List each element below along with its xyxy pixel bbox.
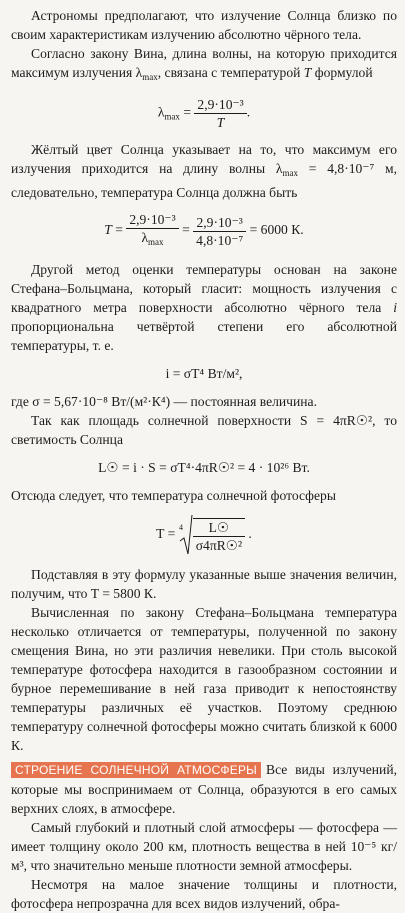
formula-radiation-flux: i = σT⁴ Вт/м², <box>165 366 243 381</box>
fourth-root <box>179 514 245 556</box>
paragraph-consequence: Отсюда следует, что температура солнечной фотосферы <box>11 488 336 503</box>
paragraph-yellow-color: Жёлтый цвет Солнца указывает на то, что максимум его излучения приходится на длину волны $\lambda_{max} = 4,8\cdot 10^{-7}$ м, следовательно, температура Солнца должна быть <box>11 142 398 200</box>
fraction: $\frac{\text{2,9·10⁻³}}{\text{4,8·10⁻⁷}}$ <box>193 214 246 249</box>
radical-sign-icon <box>179 514 193 556</box>
paragraph-result: Подставляя в эту формулу указанные выше значения величин, получим, что T = 5800 К. <box>11 567 397 601</box>
paragraph-atmosphere: СТРОЕНИЕ СОЛНЕЧНОЙ АТМОСФЕРЫ Все виды излучений, которые мы воспринимаем от Солнца, образуются в его самых верхних слоях, в атмосфере. <box>11 762 397 816</box>
fraction: $\frac{\text{2,9·10⁻³}}{T}$ <box>194 96 246 131</box>
fraction: $\frac{\text{2,9·10⁻³}}{\lambda_{max}}$ <box>126 211 178 251</box>
svg-text:4: 4 <box>178 523 183 532</box>
paragraph-sigma: где σ = 5,67·10⁻⁸ Вт/(м²·К⁴) — постоянная величина. <box>11 394 317 409</box>
formula-wien: $\lambda_{max}$ = $\frac{\text{2,9·10⁻³}}{T}$ . <box>157 97 251 130</box>
paragraph-photosphere: Самый глубокий и плотный слой атмосферы — фотосфера — имеет толщину около 200 км, плотность вещества в ней 10⁻⁵ кг/м³, что значительно меньше плотности земной атмосферы. <box>11 820 397 873</box>
formula-sun-temperature: T = $\frac{\text{2,9·10⁻³}}{\lambda_{max}}$ = $\frac{\text{2,9·10⁻³}}{\text{4,8·10⁻⁷}}$ = 6000 К. <box>11 211 397 251</box>
formula-photosphere-temperature: T = 4 $\frac{L☉}{\text{σ4πR☉²}}$ . <box>11 514 397 556</box>
paragraph-surface-area: Так как площадь солнечной поверхности S = 4πR☉², то светимость Солнца <box>11 413 397 447</box>
paragraph-opacity: Несмотря на малое значение толщины и плотности, фотосфера непрозрачна для всех видов излучений, обра- <box>11 877 397 911</box>
formula-luminosity: L☉ = i · S = σT⁴·4πR☉² = 4 · 10²⁶ Вт. <box>98 460 310 475</box>
paragraph-difference: Вычисленная по закону Стефана–Больцмана температура несколько отличается от температуры, полученной по закону смещения Вина, но эти различия невелики. При столь высокой температуре фотосфера находится в газообразном состоянии и бурное перемешивание в ней газа приводит к непостоянству температуры различных её участков. Поэтому среднюю температуру солнечной фотосферы можно считать близкой к 6000 К. <box>11 605 397 753</box>
paragraph-intro: Астрономы предполагают, что излучение Солнца близко по своим характеристикам излучению абсолютно чёрного тела. <box>11 8 397 42</box>
section-heading: СТРОЕНИЕ СОЛНЕЧНОЙ АТМОСФЕРЫ <box>11 762 261 778</box>
paragraph-wien-law: Согласно закону Вина, длина волны, на которую приходится максимум излучения $\lambda_{max}$, связана с температурой T формулой <box>11 46 397 82</box>
paragraph-stefan-boltzmann: Другой метод оценки температуры основан на законе Стефана–Больцмана, который гласит: мощность излучения с квадратного метра поверхности абсолютно чёрного тела i пропорциональна четвёртой степени его абсолютной температуры, т. е. <box>11 262 397 353</box>
fraction: $\frac{L☉}{\text{σ4πR☉²}}$ <box>193 518 245 554</box>
